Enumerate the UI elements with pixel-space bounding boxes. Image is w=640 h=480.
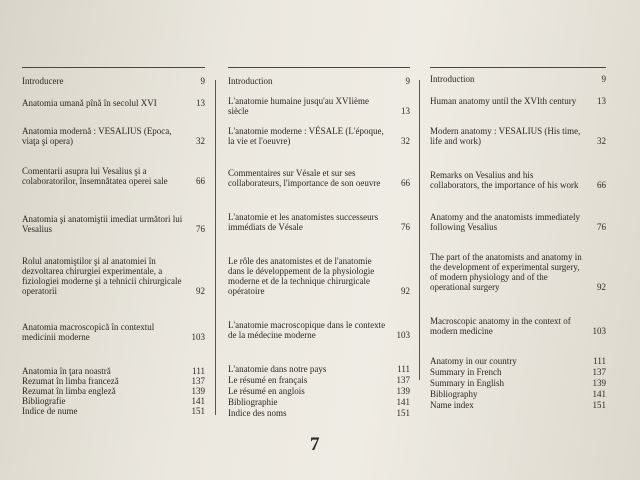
toc-entry-title: Indice de nume <box>22 406 78 416</box>
toc-entry-page: 76 <box>401 222 410 232</box>
toc-entry-page: 151 <box>592 400 606 410</box>
toc-entry-page: 111 <box>192 366 205 376</box>
toc-entry-title: L'anatomie et les anatomistes successeurs immédiats de Vésale <box>228 212 379 232</box>
toc-entry-page: 32 <box>196 136 205 146</box>
toc-entry-page: 13 <box>401 106 410 116</box>
toc-entry <box>22 406 205 416</box>
toc-entry-title: Bibliografie <box>22 396 66 406</box>
toc-entry-page: 92 <box>597 282 606 292</box>
toc-entry-page: 32 <box>401 136 410 146</box>
toc-entry-page: 137 <box>396 375 410 385</box>
toc-entry-title: Name index <box>430 400 474 410</box>
toc-entry-title: Le résumé en anglois <box>228 386 305 396</box>
toc-entry-title: Introduction <box>430 74 475 84</box>
toc-entry-title: Le rôle des anatomistes et de l'anatomie dans le développement de la physiologie moderne et de la technique chirurgicale opératoire <box>228 256 375 296</box>
toc-entry <box>22 126 205 146</box>
toc-entry <box>430 170 606 190</box>
column-top-rule <box>22 67 205 68</box>
toc-entry <box>228 408 410 418</box>
toc-entry <box>22 256 205 296</box>
toc-entry <box>430 96 606 106</box>
toc-entry-title: Anatomia macroscopică în contextul medicinii moderne <box>22 322 155 342</box>
toc-entry-title: Introduction <box>228 76 273 86</box>
column-top-rule <box>228 67 410 68</box>
toc-entry <box>228 320 410 340</box>
column-divider <box>419 80 420 380</box>
toc-entry-title: Modern anatomy : VESALIUS (His time, life and work) <box>430 126 581 146</box>
toc-entry-title: Anatomia în ţara noastră <box>22 366 111 376</box>
toc-entry <box>430 400 606 410</box>
toc-entry-title: Summary in French <box>430 367 502 377</box>
toc-entry-page: 139 <box>396 386 410 396</box>
toc-entry <box>22 322 205 342</box>
toc-entry <box>430 316 606 336</box>
toc-entry <box>430 367 606 377</box>
toc-entry-title: Summary in English <box>430 378 504 388</box>
toc-entry-title: Indice des noms <box>228 408 287 418</box>
toc-entry <box>430 252 606 292</box>
toc-entry-title: L'anatomie macroscopique dans le contexte de la médecine moderne <box>228 320 386 340</box>
toc-entry-page: 111 <box>593 356 606 366</box>
toc-entry <box>228 256 410 296</box>
toc-entry <box>430 212 606 232</box>
toc-entry-title: Comentarii asupra lui Vesalius şi a colaboratorilor, însemnătatea operei sale <box>22 166 168 186</box>
toc-entry-page: 151 <box>396 408 410 418</box>
toc-entry-title: Bibliographie <box>228 397 278 407</box>
toc-entry-title: Anatomia modernă : VESALIUS (Epoca, viaţa şi opera) <box>22 126 172 146</box>
toc-entry <box>22 366 205 376</box>
toc-entry-title: Remarks on Vesalius and his collaborators, the importance of his work <box>430 170 579 190</box>
toc-entry-page: 103 <box>396 330 410 340</box>
toc-entry-page: 9 <box>405 76 410 86</box>
toc-entry-title: Rezumat în limba franceză <box>22 376 119 386</box>
toc-entry-title: Macroscopic anatomy in the context of modern medicine <box>430 316 571 336</box>
toc-entry-title: Rezumat în limba engleză <box>22 386 116 396</box>
toc-entry-page: 111 <box>397 364 410 374</box>
toc-entry <box>228 212 410 232</box>
toc-entry-title: Anatomia şi anatomiştii imediat următori lui Vesalius <box>22 214 183 234</box>
toc-entry-page: 92 <box>401 286 410 296</box>
toc-entry-page: 141 <box>396 397 410 407</box>
toc-entry-page: 76 <box>196 224 205 234</box>
toc-entry-page: 66 <box>196 176 205 186</box>
toc-entry <box>430 126 606 146</box>
toc-entry-page: 141 <box>592 389 606 399</box>
toc-entry <box>228 397 410 407</box>
toc-entry-title: Bibliography <box>430 389 478 399</box>
toc-entry-title: Anatomy in our country <box>430 356 517 366</box>
toc-entry-page: 9 <box>200 76 205 86</box>
toc-entry-page: 76 <box>597 222 606 232</box>
toc-entry-page: 103 <box>592 326 606 336</box>
toc-column-romanian <box>22 70 205 430</box>
toc-entry-title: Introducere <box>22 76 64 86</box>
toc-entry-page: 66 <box>597 180 606 190</box>
toc-entry <box>22 98 205 108</box>
toc-entry-page: 103 <box>191 332 205 342</box>
toc-column-french <box>228 70 410 430</box>
toc-entry <box>430 378 606 388</box>
toc-entry-page: 137 <box>191 376 205 386</box>
page-number: 7 <box>310 434 320 455</box>
toc-entry <box>22 76 205 86</box>
toc-entry-page: 151 <box>191 406 205 416</box>
toc-entry <box>430 389 606 399</box>
toc-entry <box>228 168 410 188</box>
column-top-rule <box>430 67 606 68</box>
toc-entry-title: L'anatomie humaine jusqu'au XVIième siècle <box>228 96 369 116</box>
toc-entry-page: 66 <box>401 178 410 188</box>
toc-entry-page: 141 <box>191 396 205 406</box>
toc-entry-title: Le résumé en français <box>228 375 308 385</box>
toc-column-english <box>430 70 606 430</box>
toc-entry <box>22 166 205 186</box>
toc-entry-title: L'anatomie dans notre pays <box>228 364 327 374</box>
toc-entry-page: 13 <box>597 96 606 106</box>
toc-entry <box>22 376 205 386</box>
toc-entry <box>22 386 205 396</box>
toc-entry-page: 92 <box>196 286 205 296</box>
toc-entry <box>430 74 606 84</box>
toc-entry-title: Anatomy and the anatomists immediately following Vesalius <box>430 212 580 232</box>
toc-entry-page: 32 <box>597 136 606 146</box>
toc-entry <box>22 214 205 234</box>
toc-entry-page: 139 <box>592 378 606 388</box>
toc-entry-title: L'anatomie moderne : VÉSALE (L'époque, la vie et l'oeuvre) <box>228 126 384 146</box>
toc-entry <box>22 396 205 406</box>
column-divider <box>215 80 216 415</box>
toc-entry <box>228 126 410 146</box>
toc-entry <box>228 76 410 86</box>
toc-entry-page: 9 <box>601 74 606 84</box>
toc-entry-page: 139 <box>191 386 205 396</box>
toc-entry-page: 137 <box>592 367 606 377</box>
toc-entry-title: Human anatomy until the XVIth century <box>430 96 577 106</box>
toc-entry-title: Rolul anatomiştilor şi al anatomiei în dezvoltarea chirurgiei experimentale, a fiziologiei moderne şi a tehnicii chirurgicale operatorii <box>22 256 182 296</box>
toc-entry <box>228 386 410 396</box>
toc-entry <box>430 356 606 366</box>
toc-entry <box>228 375 410 385</box>
toc-entry-title: Anatomia umană pînă în secolul XVI <box>22 98 157 108</box>
toc-entry-page: 13 <box>196 98 205 108</box>
toc-entry-title: Commentaires sur Vésale et sur ses collaborateurs, l'importance de son oeuvre <box>228 168 381 188</box>
toc-entry-title: The part of the anatomists and anatomy in the development of experimental surgery, of modern physiology and of the operational surgery <box>430 252 582 292</box>
toc-entry <box>228 96 410 116</box>
toc-entry <box>228 364 410 374</box>
